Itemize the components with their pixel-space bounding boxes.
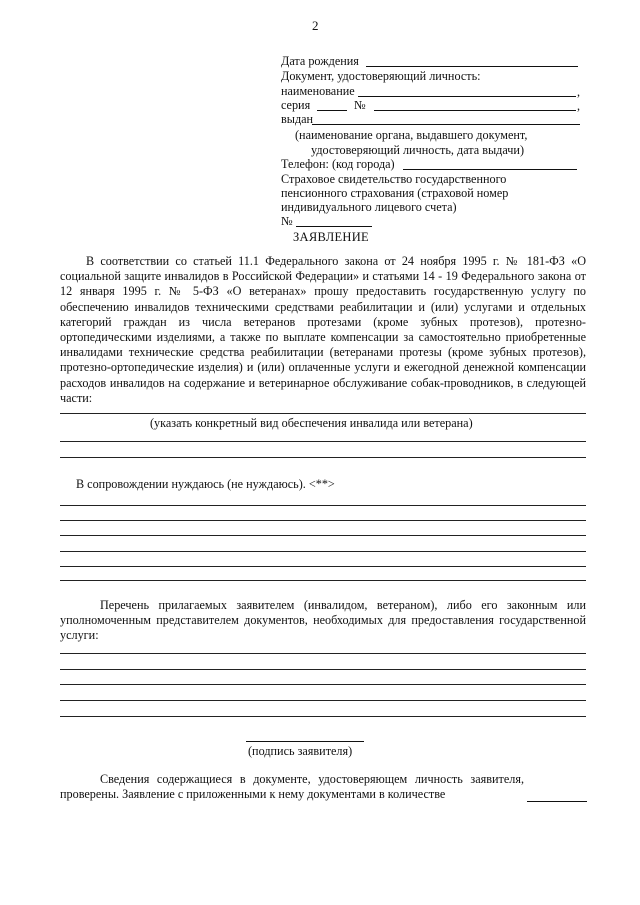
document-title: ЗАЯВЛЕНИЕ (293, 230, 369, 244)
doc-name-field[interactable] (358, 96, 576, 97)
attachments-paragraph (60, 598, 586, 644)
main-paragraph-text: В соответствии со статьей 11.1 Федерального закона от 24 ноября 1995 г. № 181-ФЗ «О социальной защите инвалидов в Российской Федерации» и статьями 14 - 19 Федерального закона от 12 января 1995 г. № 5-ФЗ «О ветеранах» прошу предоставить государственную услугу по обеспечению инвалидов техническими средствами реабилитации и (или) услугами и отдельных категорий граждан из числа ветеранов протезами (кроме зубных протезов), протезно-ортопедическими изделиями, а также по выплате компенсации за самостоятельно приобретенные инвалидами технические средства реабилитации (ветеранами протезы (кроме зубных протезов), протезно-ортопедические изделия) и (или) оплаченные услуги и ежегодной денежной компенсации расходов инвалидов на содержание и ветеринарное обслуживание собак-проводников, в следующей части: (60, 254, 586, 405)
verification-text: Сведения содержащиеся в документе, удостоверяющем личность заявителя, проверены. Заявление с приложенными к нему документами в количестве (60, 772, 524, 802)
insurance-number-field[interactable] (296, 226, 372, 227)
series-label: серия (281, 98, 311, 112)
fill-line[interactable] (60, 441, 586, 442)
fill-line[interactable] (60, 551, 586, 552)
attachments-text: Перечень прилагаемых заявителем (инвалидом, ветераном), либо его законным или уполномоченным представителем документов, необходимых для предоставления государственной услуги: (60, 598, 586, 643)
issuer-note-line2: удостоверяющий личность, дата выдачи) (311, 143, 525, 157)
birth-date-field[interactable] (366, 66, 578, 67)
document-count-field[interactable] (527, 801, 587, 802)
insurance-number-sign: № (281, 214, 293, 228)
signature-field[interactable] (246, 741, 364, 742)
main-paragraph (60, 254, 586, 406)
fill-line[interactable] (60, 684, 586, 685)
fill-line[interactable] (60, 669, 586, 670)
birth-date-label: Дата рождения (281, 54, 359, 68)
phone-label: Телефон: (код города) (281, 157, 395, 171)
fill-line[interactable] (60, 535, 586, 536)
signature-note: (подпись заявителя) (248, 744, 353, 758)
issued-label: выдан (281, 112, 314, 126)
fill-line[interactable] (60, 505, 586, 506)
doc-name-label: наименование (281, 84, 355, 98)
id-doc-label: Документ, удостоверяющий личность: (281, 69, 481, 83)
verification-paragraph (60, 772, 586, 802)
insurance-line2: пенсионного страхования (страховой номер (281, 186, 509, 200)
insurance-line3: индивидуального лицевого счета) (281, 200, 457, 214)
doc-name-comma: , (577, 85, 581, 99)
issued-field[interactable] (312, 124, 580, 125)
insurance-line1: Страховое свидетельство государственного (281, 172, 507, 186)
specify-note: (указать конкретный вид обеспечения инвалида или ветерана) (150, 416, 473, 430)
issuer-note-line1: (наименование органа, выдавшего документ, (295, 128, 528, 142)
doc-number-field[interactable] (374, 110, 576, 111)
fill-line[interactable] (60, 413, 586, 414)
number-sign: № (354, 98, 366, 112)
escort-text: В сопровождении нуждаюсь (не нуждаюсь). <**> (76, 477, 335, 491)
fill-line[interactable] (60, 566, 586, 567)
fill-line[interactable] (60, 580, 586, 581)
number-comma: , (577, 99, 581, 113)
fill-line[interactable] (60, 457, 586, 458)
fill-line[interactable] (60, 700, 586, 701)
fill-line[interactable] (60, 716, 586, 717)
fill-line[interactable] (60, 653, 586, 654)
page-number: 2 (312, 18, 319, 33)
fill-line[interactable] (60, 520, 586, 521)
phone-field[interactable] (403, 169, 577, 170)
series-field[interactable] (317, 110, 347, 111)
